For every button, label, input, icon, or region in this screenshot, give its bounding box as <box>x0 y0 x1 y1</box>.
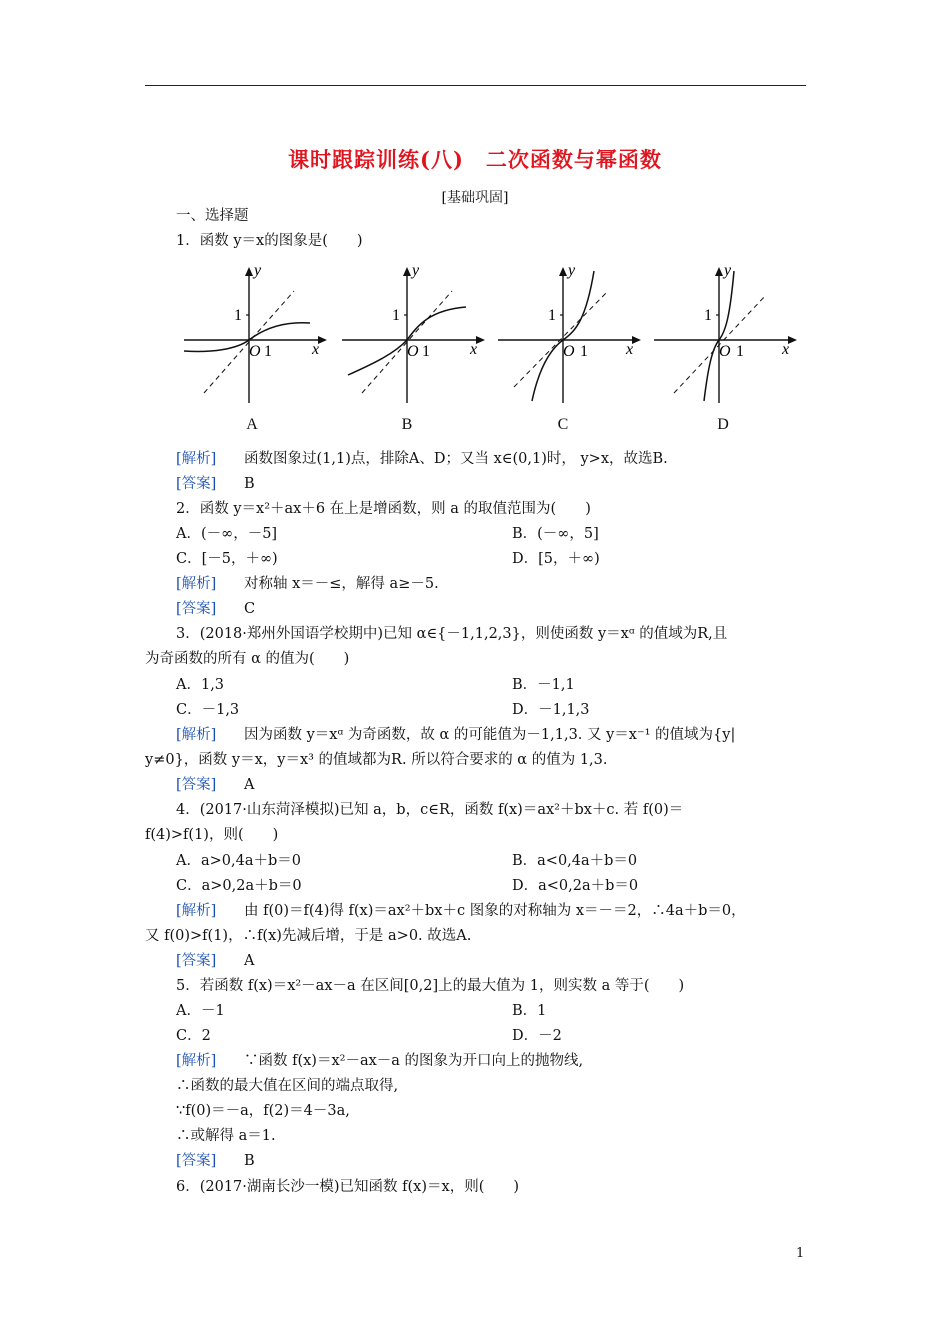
answer-tag: [答案] <box>176 476 217 492</box>
q3-options-row-2 <box>0 700 950 724</box>
origin-label: O <box>407 343 419 360</box>
section-heading: [基础巩固] <box>441 190 509 206</box>
q5-options-row-2 <box>0 1026 950 1050</box>
option-b: B．－1,1 <box>512 677 575 693</box>
q2-options-row-1 <box>0 524 950 548</box>
part-heading: 一、选择题 <box>176 208 249 224</box>
page-number: 1 <box>796 1246 805 1261</box>
graph-b <box>340 263 490 413</box>
y-tick-1: 1 <box>704 307 712 324</box>
graph-d <box>652 263 802 413</box>
graph-label-a: A <box>246 416 258 433</box>
q4-answer: [答案] A <box>176 953 255 969</box>
page-title: 课时跟踪训练(八) 二次函数与幂函数 <box>288 147 662 172</box>
x-axis-label: x <box>782 341 790 358</box>
x-tick-1: 1 <box>264 343 272 360</box>
option-a: A．－1 <box>176 1003 225 1019</box>
q3-answer: [答案] A <box>176 777 255 793</box>
question-4-cont: f(4)>f(1)，则( ) <box>145 827 279 843</box>
option-d: D．a<0,2a＋b＝0 <box>512 878 639 894</box>
option-a: A．a>0,4a＋b＝0 <box>176 853 301 869</box>
y-tick-1: 1 <box>392 307 400 324</box>
q4-options-row-1 <box>0 851 950 875</box>
question-4: 4．(2017·山东菏泽模拟)已知 a，b，c∈R，函数 f(x)＝ax²＋bx＋c. 若 f(0)＝ <box>176 802 684 818</box>
q2-options-row-2 <box>0 549 950 573</box>
graph-a <box>182 263 332 413</box>
option-c: C．a>0,2a＋b＝0 <box>176 878 302 894</box>
option-c: C．2 <box>176 1028 211 1044</box>
option-b: B．a<0,4a＋b＝0 <box>512 853 638 869</box>
q5-solution-line-4: ∴或解得 a＝1. <box>176 1128 276 1144</box>
option-c: C．－1,3 <box>176 702 240 718</box>
answer-tag: [答案] <box>176 777 217 793</box>
y-axis-label: y <box>412 263 420 279</box>
option-d: D．[5，＋∞) <box>512 551 600 567</box>
solution-tag: [解析] <box>176 903 217 919</box>
question-1: 1．函数 y＝x的图象是( ) <box>176 233 363 249</box>
q4-options-row-2 <box>0 876 950 900</box>
option-d: D．－2 <box>512 1028 562 1044</box>
question-3: 3．(2018·郑州外国语学校期中)已知 α∈{－1,1,2,3}，则使函数 y＝xᵅ 的值域为R,且 <box>176 626 728 642</box>
origin-label: O <box>249 343 261 360</box>
x-tick-1: 1 <box>580 343 588 360</box>
x-axis-label: x <box>312 341 320 358</box>
answer-tag: [答案] <box>176 953 217 969</box>
q4-solution-cont: 又 f(0)>f(1)，∴f(x)先减后增，于是 a>0. 故选A. <box>145 928 472 944</box>
option-b: B．(－∞，5] <box>512 526 599 542</box>
graph-label-b: B <box>401 416 413 433</box>
question-2: 2．函数 y＝x²＋ax＋6 在上是增函数，则 a 的取值范围为( ) <box>176 501 591 517</box>
q3-options-row-1 <box>0 675 950 699</box>
q3-solution-cont: y≠0}，函数 y＝x，y＝x³ 的值域都为R. 所以符合要求的 α 的值为 1,3. <box>145 752 608 768</box>
q4-solution: [解析] 由 f(0)＝f(4)得 f(x)＝ax²＋bx＋c 图象的对称轴为 x＝－＝2，∴4a＋b＝0， <box>176 903 746 919</box>
q5-solution-line-3: ∵f(0)＝－a，f(2)＝4－3a, <box>176 1103 350 1119</box>
x-axis-label: x <box>626 341 634 358</box>
option-a: A．1,3 <box>176 677 225 693</box>
question-3-cont: 为奇函数的所有 α 的值为( ) <box>145 651 350 667</box>
q3-solution: [解析] 因为函数 y＝xᵅ 为奇函数，故 α 的可能值为－1,1,3. 又 y＝x⁻¹ 的值域为{y| <box>176 727 736 743</box>
y-tick-1: 1 <box>234 307 242 324</box>
option-b: B．1 <box>512 1003 547 1019</box>
x-tick-1: 1 <box>736 343 744 360</box>
option-d: D．－1,1,3 <box>512 702 590 718</box>
answer-tag: [答案] <box>176 601 217 617</box>
solution-tag: [解析] <box>176 1053 217 1069</box>
origin-label: O <box>719 343 731 360</box>
question-6: 6．(2017·湖南长沙一模)已知函数 f(x)＝x，则( ) <box>176 1179 520 1195</box>
header-rule <box>145 85 806 86</box>
option-c: C．[－5，＋∞) <box>176 551 278 567</box>
q2-answer: [答案] C <box>176 601 256 617</box>
y-axis-label: y <box>254 263 262 279</box>
solution-tag: [解析] <box>176 451 217 467</box>
y-axis-label: y <box>568 263 576 279</box>
solution-tag: [解析] <box>176 727 217 743</box>
y-tick-1: 1 <box>548 307 556 324</box>
q5-options-row-1 <box>0 1001 950 1025</box>
y-axis-label: y <box>724 263 732 279</box>
graph-c <box>496 263 646 413</box>
x-tick-1: 1 <box>422 343 430 360</box>
x-axis-label: x <box>470 341 478 358</box>
graph-label-d: D <box>717 416 729 433</box>
question-5: 5．若函数 f(x)＝x²－ax－a 在区间[0,2]上的最大值为 1，则实数 a 等于( ) <box>176 978 685 994</box>
solution-tag: [解析] <box>176 576 217 592</box>
origin-label: O <box>563 343 575 360</box>
answer-tag: [答案] <box>176 1153 217 1169</box>
graph-label-c: C <box>557 416 569 433</box>
q5-solution: [解析] ∵函数 f(x)＝x²－ax－a 的图象为开口向上的抛物线, <box>176 1053 584 1069</box>
q1-answer: [答案] B <box>176 476 255 492</box>
q2-solution: [解析] 对称轴 x＝－≤，解得 a≥－5. <box>176 576 439 592</box>
q5-answer: [答案] B <box>176 1153 255 1169</box>
option-a: A．(－∞，－5] <box>176 526 278 542</box>
q5-solution-line-2: ∴函数的最大值在区间的端点取得, <box>176 1078 399 1094</box>
q1-solution: [解析] 函数图象过(1,1)点，排除A、D；又当 x∈(0,1)时， y>x，故选B. <box>176 451 668 467</box>
